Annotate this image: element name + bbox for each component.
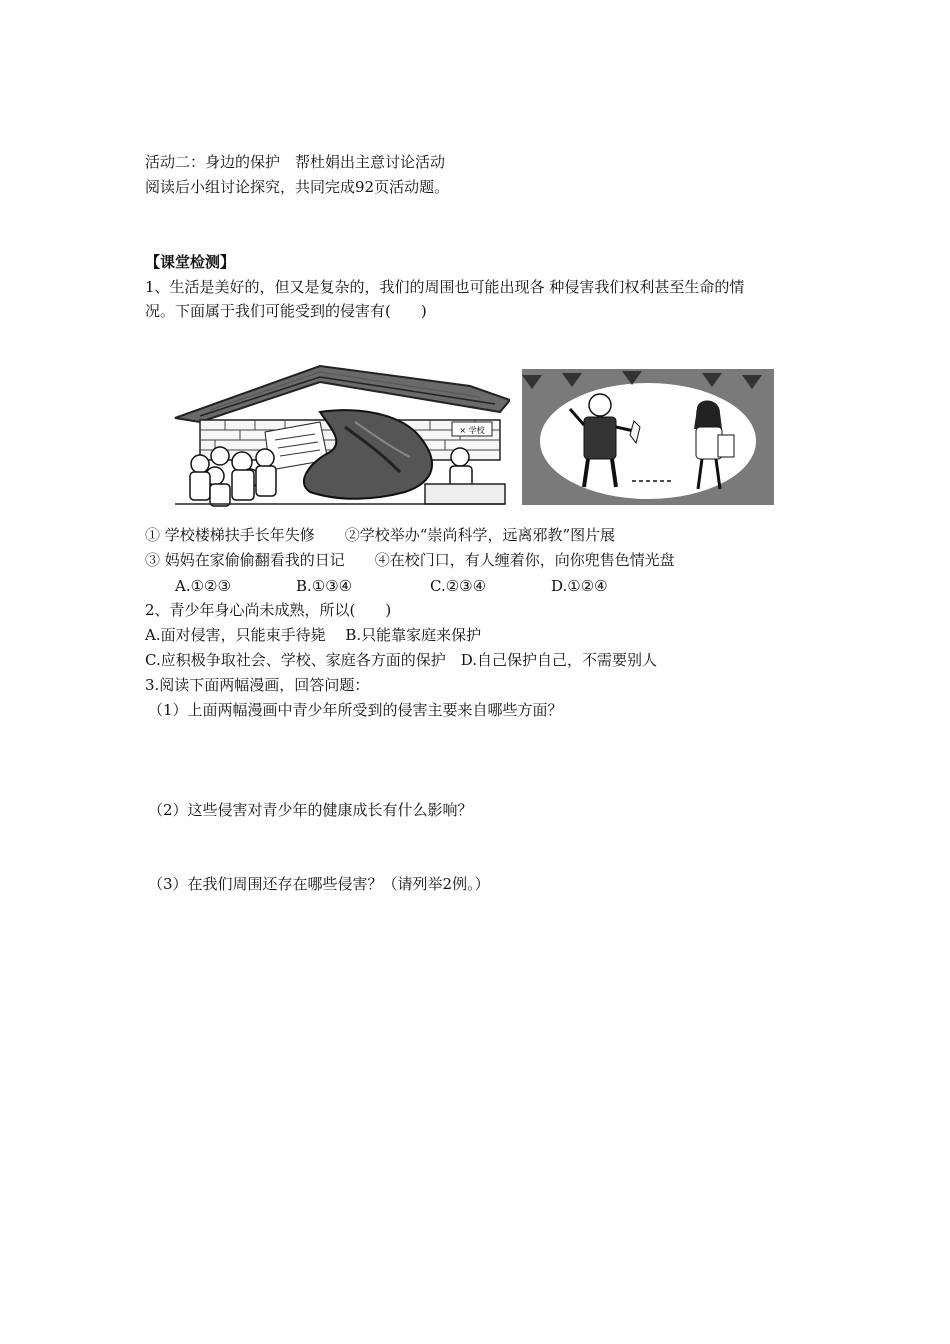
q2-options-cd: C.应积极争取社会、学校、家庭各方面的保护 D.自己保护自己，不需要别人 bbox=[145, 651, 657, 669]
q1-stem-line1: 1、生活是美好的，但又是复杂的，我们的周围也可能出现各 种侵害我们权利甚至生命的情 bbox=[145, 278, 745, 296]
q2-stem: 2、青少年身心尚未成熟，所以( ) bbox=[145, 601, 392, 619]
q3-sub3: （3）在我们周围还存在哪些侵害？（请列举2例。） bbox=[148, 875, 490, 893]
q3-sub1: （1）上面两幅漫画中青少年所受到的侵害主要来自哪些方面？ bbox=[148, 701, 563, 719]
activity2-instruction: 阅读后小组讨论探究，共同完成92页活动题。 bbox=[145, 178, 450, 196]
q2-options-ab: A.面对侵害，只能束手待毙 B.只能靠家庭来保护 bbox=[145, 626, 482, 644]
school-sign-text: × 学校 bbox=[459, 426, 485, 435]
section-title: 【课堂检测】 bbox=[145, 253, 236, 271]
q3-sub2: （2）这些侵害对青少年的健康成长有什么影响？ bbox=[148, 801, 473, 819]
cartoon-collapsing-school bbox=[170, 352, 510, 510]
q1-statement-line1: ① 学校楼梯扶手长年失修 ②学校举办“崇尚科学，远离邪教”图片展 bbox=[145, 526, 616, 544]
activity2-title: 活动二：身边的保护 帮杜娟出主意讨论活动 bbox=[145, 153, 446, 171]
q1-option-b: B.①③④ bbox=[296, 577, 353, 595]
q1-option-d: D.①②④ bbox=[551, 577, 608, 595]
cartoon-disc-seller bbox=[522, 369, 774, 505]
q1-option-c: C.②③④ bbox=[430, 577, 487, 595]
q1-option-a: A.①②③ bbox=[175, 577, 231, 595]
q1-statement-line2: ③ 妈妈在家偷偷翻看我的日记 ④在校门口，有人缠着你，向你兜售色情光盘 bbox=[145, 551, 675, 569]
q1-stem-line2: 况。下面属于我们可能受到的侵害有( ) bbox=[145, 302, 427, 320]
q3-stem: 3.阅读下面两幅漫画，回答问题： bbox=[145, 676, 370, 694]
